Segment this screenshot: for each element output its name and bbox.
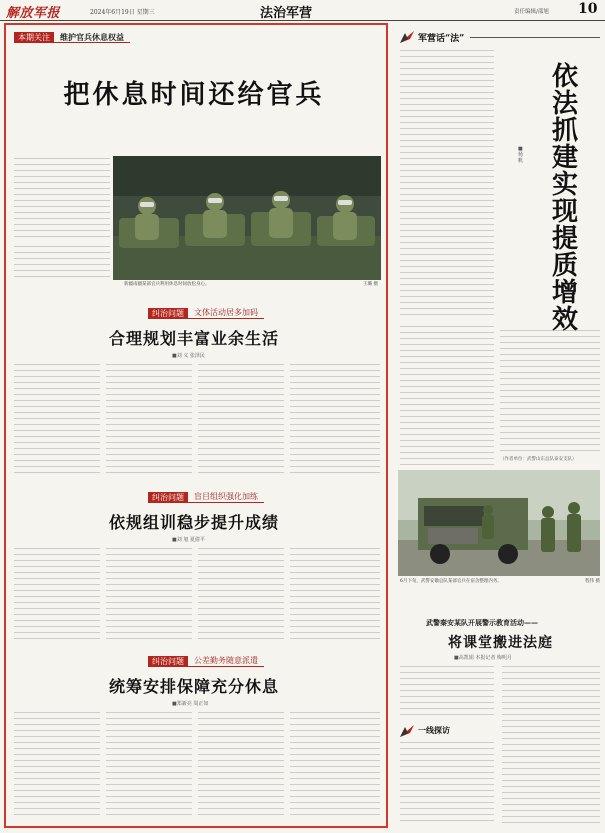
bottom-col1 bbox=[400, 666, 494, 718]
bottom-photo-credit: 程伟 摄 bbox=[585, 579, 600, 584]
bottom-col2 bbox=[502, 666, 600, 826]
bottom-photo bbox=[398, 470, 600, 576]
article3-col4 bbox=[290, 712, 380, 820]
section-title: 法治军营 bbox=[260, 6, 313, 21]
feature-column-label: 本期关注 bbox=[14, 32, 54, 43]
article3-column-tag bbox=[148, 656, 264, 667]
bottom-byline: ■高凯娟 本报记者 梅明月 bbox=[454, 655, 512, 661]
article2-headline: 依规组训稳步提升成绩 bbox=[108, 513, 279, 532]
article1-col2 bbox=[106, 364, 192, 476]
page-number: 10 bbox=[578, 1, 598, 17]
article3-byline: ■郑新亮 周正如 bbox=[172, 701, 209, 707]
article1-col4 bbox=[290, 364, 380, 476]
feature-headline: 把休息时间还给官兵 bbox=[63, 80, 325, 110]
commentary-header bbox=[398, 30, 600, 44]
commentary-column-title: 军营话“法” bbox=[418, 34, 465, 44]
article2-byline: ■刘 旭 夏倩平 bbox=[172, 537, 205, 543]
article2-col2 bbox=[106, 548, 192, 640]
article3-headline: 统筹安排保障充分休息 bbox=[108, 677, 279, 696]
article2-column-title: 盲目组织强化加练 bbox=[188, 492, 264, 503]
frontline-column-title: 一线探访 bbox=[418, 725, 450, 735]
commentary-byline: ■杨 帆 bbox=[518, 146, 524, 164]
bottom-caption-text: 6月下旬，武警安徽总队某部官兵在宿舍整理内务。 bbox=[400, 579, 502, 584]
article3-column-title: 公差勤务随意派遣 bbox=[188, 656, 264, 667]
feature-lower-text bbox=[14, 246, 110, 282]
newspaper-logo: 解放军报 bbox=[6, 6, 61, 21]
feature-photo-caption bbox=[124, 282, 378, 288]
article2-col4 bbox=[290, 548, 380, 640]
feature-photo-credit: 王璐 摄 bbox=[363, 282, 378, 287]
feature-intro-text bbox=[14, 158, 110, 240]
article3-col2 bbox=[106, 712, 192, 820]
quill-icon bbox=[398, 30, 416, 44]
truck-soldiers-illustration bbox=[398, 470, 600, 576]
article1-byline: ■刘 义 张泽民 bbox=[172, 353, 205, 359]
article3-column-label: 纠治问题 bbox=[148, 656, 188, 667]
commentary-headline bbox=[552, 64, 580, 334]
feature-column-title: 维护官兵休息权益 bbox=[54, 32, 130, 43]
article3-col3 bbox=[198, 712, 284, 820]
article2-column-label: 纠治问题 bbox=[148, 492, 188, 503]
eye-masks bbox=[140, 196, 352, 207]
bottom-photo-caption bbox=[400, 579, 600, 585]
masthead-bar bbox=[0, 0, 605, 21]
commentary-col2 bbox=[400, 326, 494, 466]
article2-col3 bbox=[198, 548, 284, 640]
commentary-col3 bbox=[500, 330, 600, 454]
page-editors: 责任编辑/邵旭 bbox=[514, 9, 549, 15]
article1-column-tag bbox=[148, 308, 264, 319]
feature-column-tag bbox=[14, 32, 130, 43]
quill-icon bbox=[398, 724, 416, 738]
article2-column-tag bbox=[148, 492, 264, 503]
article1-column-title: 文体活动居多加码 bbox=[188, 308, 264, 319]
article1-column-label: 纠治问题 bbox=[148, 308, 188, 319]
feature-photo bbox=[113, 156, 381, 280]
commentary-source-note: （作者单位：武警山东总队泰安支队） bbox=[500, 457, 577, 462]
article1-col1 bbox=[14, 364, 100, 476]
feature-caption-text: 新疆南疆某部官兵利用休息时间放松身心。 bbox=[124, 282, 210, 287]
issue-date: 2024年6月19日 星期三 bbox=[90, 9, 155, 16]
frontline-header bbox=[398, 724, 498, 738]
bottom-headline: 将课堂搬进法庭 bbox=[448, 635, 553, 651]
article2-col1 bbox=[14, 548, 100, 640]
soldiers-resting-illustration bbox=[113, 156, 381, 280]
bottom-kicker: 武警秦安某队开展警示教育活动—— bbox=[426, 618, 538, 627]
commentary-headline-text: 依法抓建实现提质增效 bbox=[552, 62, 579, 335]
commentary-col1 bbox=[400, 50, 494, 320]
frontline-text bbox=[400, 742, 494, 826]
article1-col3 bbox=[198, 364, 284, 476]
article3-col1 bbox=[14, 712, 100, 820]
article1-headline: 合理规划丰富业余生活 bbox=[108, 329, 279, 348]
